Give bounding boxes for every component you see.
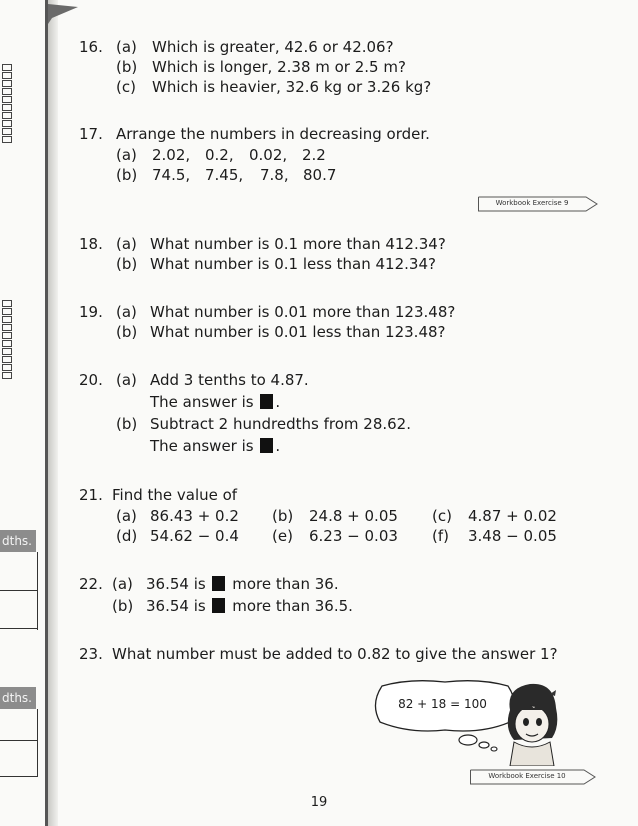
margin-grid-strip	[2, 64, 14, 144]
part-label: (c)	[432, 507, 452, 525]
statement-prefix: 36.54 is	[146, 597, 206, 615]
answer-suffix: .	[275, 393, 281, 411]
margin-frame-line	[0, 740, 38, 741]
expression: 86.43 + 0.2	[150, 507, 239, 525]
part-text: Subtract 2 hundredths from 28.62.	[150, 415, 411, 433]
workbook-exercise-tag	[478, 195, 598, 213]
number-item: 80.7	[303, 166, 337, 184]
bubble-equation: 82 + 18 = 100	[398, 697, 487, 711]
part-text: Which is longer, 2.38 m or 2.5 m?	[152, 58, 406, 76]
part-text: Which is heavier, 32.6 kg or 3.26 kg?	[152, 78, 432, 96]
page-gutter-shadow	[48, 0, 58, 826]
answer-box	[212, 598, 225, 613]
margin-frame-line	[37, 709, 38, 777]
answer-line	[150, 437, 280, 455]
statement-suffix: more than 36.5.	[232, 597, 353, 615]
number-item: 0.02,	[249, 146, 288, 164]
workbook-exercise-label: Workbook Exercise 10	[488, 772, 566, 780]
question-number: 16.	[79, 38, 103, 56]
part-label: (c)	[116, 78, 136, 96]
thought-bubble	[370, 678, 520, 762]
part-text: What number is 0.01 less than 123.48?	[150, 323, 446, 341]
question-number: 21.	[79, 486, 103, 504]
part-label: (a)	[116, 235, 137, 253]
expression: 4.87 + 0.02	[468, 507, 557, 525]
expression: 24.8 + 0.05	[309, 507, 398, 525]
part-text: What number is 0.1 more than 412.34?	[150, 235, 446, 253]
number-item: 74.5,	[152, 166, 191, 184]
answer-box	[212, 576, 225, 591]
part-label: (a)	[116, 38, 137, 56]
number-item: 2.2	[302, 146, 326, 164]
workbook-exercise-label: Workbook Exercise 9	[495, 199, 569, 207]
margin-tab-fragment: dths.	[0, 530, 36, 552]
question-number: 20.	[79, 371, 103, 389]
workbook-exercise-tag	[470, 768, 596, 786]
blank-statement	[146, 597, 353, 615]
margin-tab-fragment: dths.	[0, 687, 36, 709]
part-label: (b)	[116, 166, 138, 184]
question-stem: Arrange the numbers in decreasing order.	[116, 125, 430, 143]
margin-grid-strip	[2, 300, 14, 380]
question-stem: Find the value of	[112, 486, 238, 504]
girl-character-icon	[500, 680, 562, 766]
statement-prefix: 36.54 is	[146, 575, 206, 593]
question-number: 22.	[79, 575, 103, 593]
number-item: 7.8,	[260, 166, 289, 184]
question-number: 23.	[79, 645, 103, 663]
part-text: Which is greater, 42.6 or 42.06?	[152, 38, 394, 56]
part-text: What number is 0.1 less than 412.34?	[150, 255, 436, 273]
answer-box	[260, 438, 273, 453]
part-label: (a)	[116, 146, 137, 164]
part-label: (d)	[116, 527, 138, 545]
margin-frame-line	[0, 590, 38, 591]
expression: 54.62 − 0.4	[150, 527, 239, 545]
part-label: (e)	[272, 527, 293, 545]
margin-frame-line	[37, 552, 38, 630]
answer-suffix: .	[275, 437, 281, 455]
part-label: (b)	[112, 597, 134, 615]
part-text: What number is 0.01 more than 123.48?	[150, 303, 456, 321]
answer-prefix: The answer is	[150, 437, 254, 455]
question-number: 18.	[79, 235, 103, 253]
expression: 3.48 − 0.05	[468, 527, 557, 545]
blank-statement	[146, 575, 339, 593]
page-number: 19	[310, 795, 328, 810]
part-label: (a)	[116, 371, 137, 389]
question-number: 19.	[79, 303, 103, 321]
question-text: What number must be added to 0.82 to give the answer 1?	[112, 645, 558, 663]
corner-flag-icon	[48, 4, 78, 24]
number-item: 0.2,	[205, 146, 234, 164]
part-label: (b)	[272, 507, 294, 525]
part-label: (f)	[432, 527, 449, 545]
part-label: (b)	[116, 58, 138, 76]
answer-box	[260, 394, 273, 409]
part-label: (b)	[116, 323, 138, 341]
statement-suffix: more than 36.	[232, 575, 339, 593]
answer-prefix: The answer is	[150, 393, 254, 411]
part-label: (a)	[112, 575, 133, 593]
number-item: 7.45,	[205, 166, 244, 184]
part-label: (b)	[116, 415, 138, 433]
part-label: (a)	[116, 303, 137, 321]
part-label: (b)	[116, 255, 138, 273]
answer-line	[150, 393, 280, 411]
number-item: 2.02,	[152, 146, 191, 164]
margin-frame-line	[0, 776, 38, 777]
question-number: 17.	[79, 125, 103, 143]
part-text: Add 3 tenths to 4.87.	[150, 371, 309, 389]
page-binding	[45, 0, 48, 826]
margin-frame-line	[0, 628, 38, 629]
expression: 6.23 − 0.03	[309, 527, 398, 545]
part-label: (a)	[116, 507, 137, 525]
